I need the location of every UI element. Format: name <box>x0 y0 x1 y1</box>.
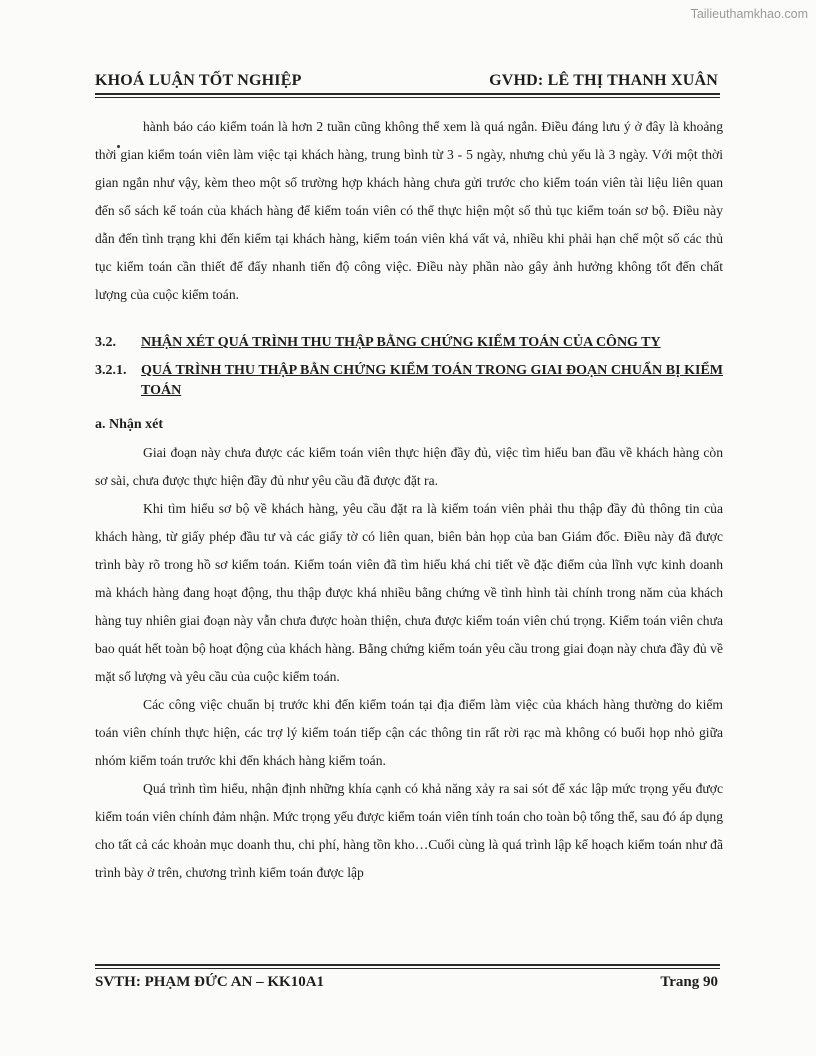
watermark-text: Tailieuthamkhao.com <box>690 7 808 21</box>
header-rule-thin <box>95 97 720 98</box>
section-number: 3.2. <box>95 335 116 350</box>
paragraph: Các công việc chuẩn bị trước khi đến kiểm toán tại địa điểm làm việc của khách hàng thường do kiểm toán viên chính thực hiện, các trợ lý kiểm toán tiếp cận các thông tin rất rời rạc mà không có buổi họp nhỏ giữa nhóm kiểm toán trước khi đến khách hàng kiểm toán. <box>95 697 723 768</box>
subsection-number: 3.2.1. <box>95 363 127 378</box>
section-title: NHẬN XÉT QUÁ TRÌNH THU THẬP BẰNG CHỨNG KIỂM TOÁN CỦA CÔNG TY <box>141 335 661 350</box>
paragraph: Quá trình tìm hiểu, nhận định những khía cạnh có khả năng xảy ra sai sót để xác lập mức trọng yếu được kiểm toán viên chính đảm nhận. Mức trọng yếu được kiểm toán viên tính toán cho toàn bộ tổng thể, sau đó áp dụng cho tất cả các khoản mục doanh thu, chi phí, hàng tồn kho…Cuối cùng là quá trình lập kế hoạch kiểm toán như đã trình bày ở trên, chương trình kiểm toán được lập <box>95 781 723 880</box>
subheading-remarks: a. Nhận xét <box>95 417 164 432</box>
page-header <box>95 72 718 92</box>
header-advisor: GVHD: LÊ THỊ THANH XUÂN <box>489 72 718 89</box>
page-body <box>95 113 723 887</box>
paragraph: Giai đoạn này chưa được các kiểm toán viên thực hiện đầy đủ, việc tìm hiểu ban đầu về khách hàng còn sơ sài, chưa được thực hiện đầy đủ như yêu cầu đã được đặt ra. <box>95 445 723 488</box>
footer-student: SVTH: PHẠM ĐỨC AN – KK10A1 <box>95 974 325 990</box>
section-heading <box>95 329 723 357</box>
page-number: Trang 90 <box>660 974 718 990</box>
paragraph: Khi tìm hiểu sơ bộ về khách hàng, yêu cầu đặt ra là kiểm toán viên phải thu thập đầy đủ thông tin của khách hàng, từ giấy phép đầu tư và các giấy tờ có liên quan, biên bản họp của ban Giám đốc. Điều này đã được trình bày rõ trong hồ sơ kiểm toán. Kiểm toán viên đã tìm hiểu khá chi tiết về đặc điểm của lĩnh vực kinh doanh mà khách hàng đang hoạt động, thu thập được khá nhiều bằng chứng về tình hình tài chính trong năm của khách hàng tuy nhiên giai đoạn này vẫn chưa được hoàn thiện, chưa được kiểm toán viên chú trọng. Kiểm toán viên chưa bao quát hết toàn bộ hoạt động của khách hàng. Bằng chứng kiểm toán yêu cầu trong giai đoạn này chưa đầy đủ về mặt số lượng và yêu cầu của cuộc kiểm toán. <box>95 501 723 684</box>
footer-rule-thin <box>95 968 720 969</box>
footer-rule-thick <box>95 964 720 966</box>
paragraph-continued: hành báo cáo kiểm toán là hơn 2 tuần cũng không thể xem là quá ngắn. Điều đáng lưu ý ở đây là khoảng thời gian kiểm toán viên làm việc tại khách hàng, trung bình từ 3 - 5 ngày, nhưng chủ yếu là 3 ngày. Với một thời gian ngắn như vậy, kèm theo một số trường hợp khách hàng chưa gửi trước cho kiểm toán viên tài liệu liên quan đến sổ sách kế toán của khách hàng để kiểm toán viên có thể thực hiện một số thủ tục kiểm toán sơ bộ. Điều này dẫn đến tình trạng khi đến kiểm tại khách hàng, kiểm toán viên khá vất vả, nhiều khi phải hạn chế một số các thủ tục kiểm toán cần thiết để đẩy nhanh tiến độ công việc. Điều này phần nào gây ảnh hưởng không tốt đến chất lượng của cuộc kiểm toán. <box>95 119 723 302</box>
page-footer <box>95 974 718 994</box>
header-rule-thick <box>95 93 720 95</box>
header-thesis-title: KHOÁ LUẬN TỐT NGHIỆP <box>95 72 302 89</box>
subsection-title: QUÁ TRÌNH THU THẬP BẰN CHỨNG KIỂM TOÁN TRONG GIAI ĐOẠN CHUẨN BỊ KIỂM TOÁN <box>141 363 723 398</box>
subsection-heading <box>95 361 723 401</box>
